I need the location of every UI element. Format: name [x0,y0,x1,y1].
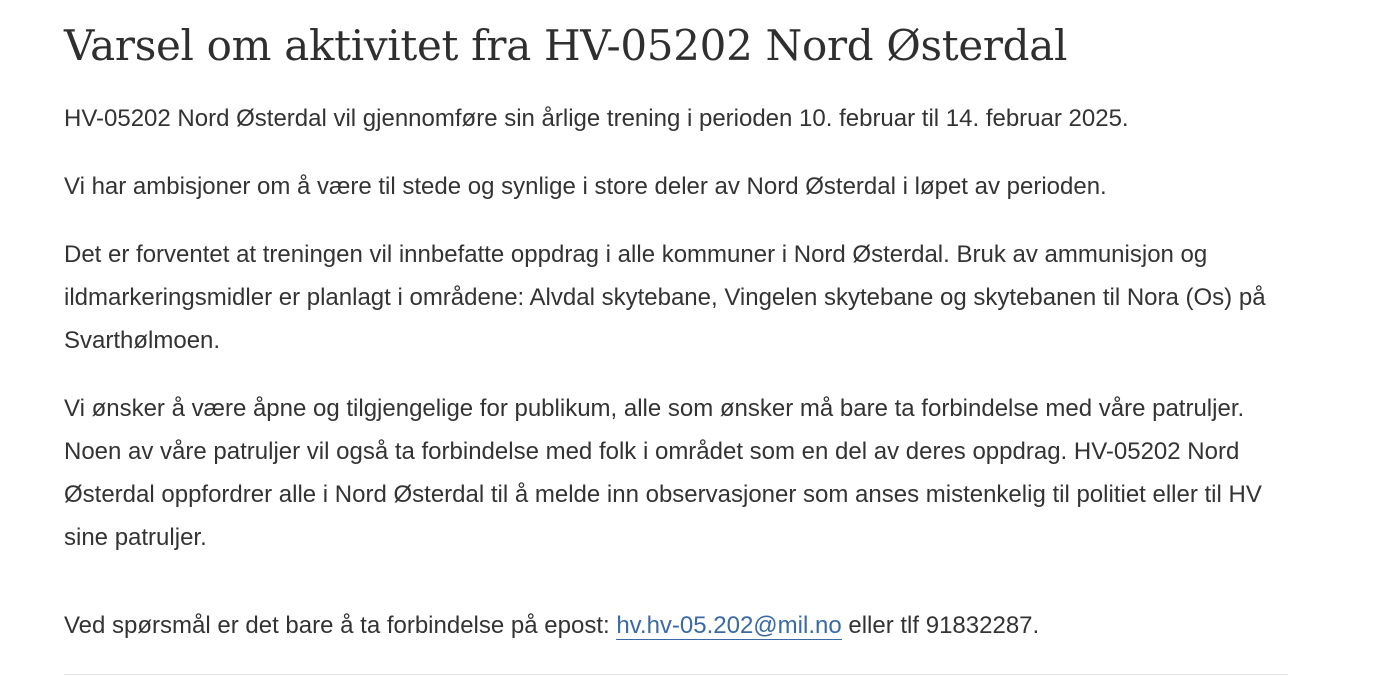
contact-suffix: eller tlf 91832287. [841,612,1040,639]
article-body [64,97,1288,647]
article [64,0,1288,647]
paragraph-contact-info [64,604,1288,647]
paragraph-presence: Vi har ambisjoner om å være til stede og synlige i store deler av Nord Østerdal i løpet av perioden. [64,173,1107,200]
paragraph-ammunition: Det er forventet at treningen vil innbefatte oppdrag i alle kommuner i Nord Østerdal. Bruk av ammunisjon og ildmarkeringsmidler er planlagt i områdene: Alvdal skytebane, Vingelen skytebane og skytebanen til Nora (Os) på Svarthølmoen. [64,241,1266,354]
paragraph-training-period: HV-05202 Nord Østerdal vil gjennomføre sin årlige trening i perioden 10. februar til 14. februar 2025. [64,105,1129,132]
page-title: Varsel om aktivitet fra HV-05202 Nord Østerdal [64,21,1068,70]
email-link[interactable]: hv.hv-05.202@mil.no [616,612,842,639]
divider [64,674,1288,675]
contact-prefix: Ved spørsmål er det bare å ta forbindelse på epost: [64,612,617,639]
paragraph-public-contact: Vi ønsker å være åpne og tilgjengelige for publikum, alle som ønsker må bare ta forbindelse med våre patruljer. Noen av våre patruljer vil også ta forbindelse med folk i området som en del av deres oppdrag. HV-05202 Nord Østerdal oppfordrer alle i Nord Østerdal til å melde inn observasjoner som anses mistenkelig til politiet eller til HV sine patruljer. [64,395,1262,551]
